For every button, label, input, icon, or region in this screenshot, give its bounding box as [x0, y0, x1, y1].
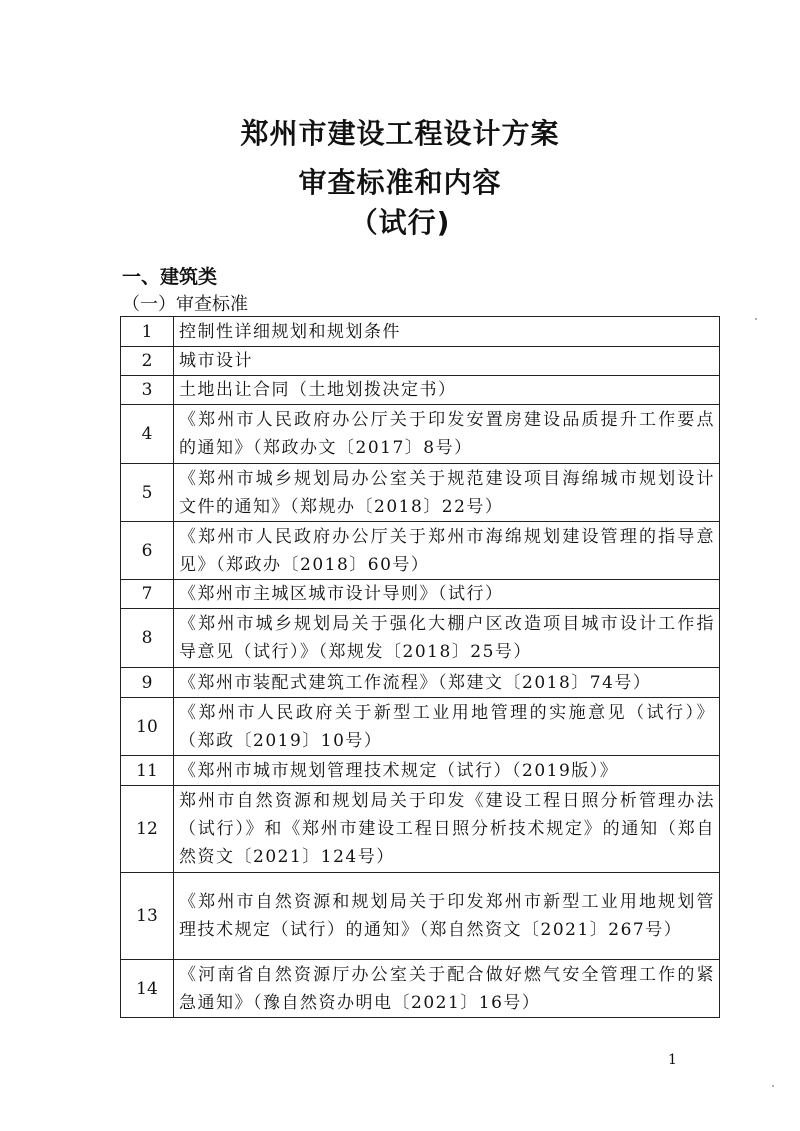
row-number: 11: [121, 756, 174, 786]
row-number: 12: [121, 786, 174, 873]
scan-speck: [772, 1085, 774, 1087]
row-number: 7: [121, 580, 174, 609]
row-text: 控制性详细规划和规划条件: [174, 317, 720, 347]
row-text: 《郑州市人民政府办公厅关于印发安置房建设品质提升工作要点的通知》（郑政办文〔2017〕8号）: [174, 405, 720, 464]
document-title-line1: 郑州市建设工程设计方案: [240, 117, 560, 150]
row-text: 《郑州市主城区城市设计导则》（试行）: [174, 580, 720, 609]
page-number: 1: [668, 1052, 677, 1068]
table-row: [121, 464, 720, 522]
row-number: 3: [121, 376, 174, 405]
row-text: 《郑州市城市规划管理技术规定（试行）（2019版）》: [174, 756, 720, 786]
row-text: 《郑州市人民政府关于新型工业用地管理的实施意见（试行）》（郑政〔2019〕10号）: [174, 698, 720, 756]
standards-table: [120, 316, 720, 1018]
document-title-line2: 审查标准和内容: [298, 166, 502, 199]
table-row: [121, 756, 720, 786]
row-number: 10: [121, 698, 174, 756]
row-number: 14: [121, 960, 174, 1018]
row-text: 《郑州市装配式建筑工作流程》（郑建文〔2018〕74号）: [174, 668, 720, 698]
row-text: 《郑州市城乡规划局办公室关于规范建设项目海绵城市规划设计文件的通知》（郑规办〔2018〕22号）: [174, 464, 720, 522]
table-row: [121, 347, 720, 376]
row-number: 1: [121, 317, 174, 347]
row-number: 2: [121, 347, 174, 376]
row-text: 郑州市自然资源和规划局关于印发《建设工程日照分析管理办法（试行）》和《郑州市建设工程日照分析技术规定》的通知（郑自然资文〔2021〕124号）: [174, 786, 720, 873]
row-number: 6: [121, 522, 174, 580]
table-row: [121, 873, 720, 960]
row-text: 土地出让合同（土地划拨决定书）: [174, 376, 720, 405]
row-number: 8: [121, 609, 174, 668]
subsection-heading: （一）审查标准: [122, 294, 248, 315]
row-number: 9: [121, 668, 174, 698]
row-text: 《郑州市人民政府办公厅关于郑州市海绵规划建设管理的指导意见》（郑政办〔2018〕60号）: [174, 522, 720, 580]
row-number: 5: [121, 464, 174, 522]
table-row: [121, 609, 720, 668]
table-row: [121, 405, 720, 464]
table-row: [121, 698, 720, 756]
row-number: 4: [121, 405, 174, 464]
table-row: [121, 580, 720, 609]
document-title-line3: （试行): [349, 206, 451, 239]
row-text: 《郑州市城乡规划局关于强化大棚户区改造项目城市设计工作指导意见（试行）》（郑规发〔2018〕25号）: [174, 609, 720, 668]
table-row: [121, 317, 720, 347]
row-text: 《郑州市自然资源和规划局关于印发郑州市新型工业用地规划管理技术规定（试行）的通知》（郑自然资文〔2021〕267号）: [174, 873, 720, 960]
table-row: [121, 376, 720, 405]
section-heading: 一、建筑类: [122, 266, 218, 288]
row-text: 城市设计: [174, 347, 720, 376]
row-text: 《河南省自然资源厅办公室关于配合做好燃气安全管理工作的紧急通知》（豫自然资办明电〔2021〕16号）: [174, 960, 720, 1018]
table-row: [121, 960, 720, 1018]
table-row: [121, 522, 720, 580]
table-row: [121, 786, 720, 873]
row-number: 13: [121, 873, 174, 960]
table-row: [121, 668, 720, 698]
scan-speck: [755, 318, 757, 320]
